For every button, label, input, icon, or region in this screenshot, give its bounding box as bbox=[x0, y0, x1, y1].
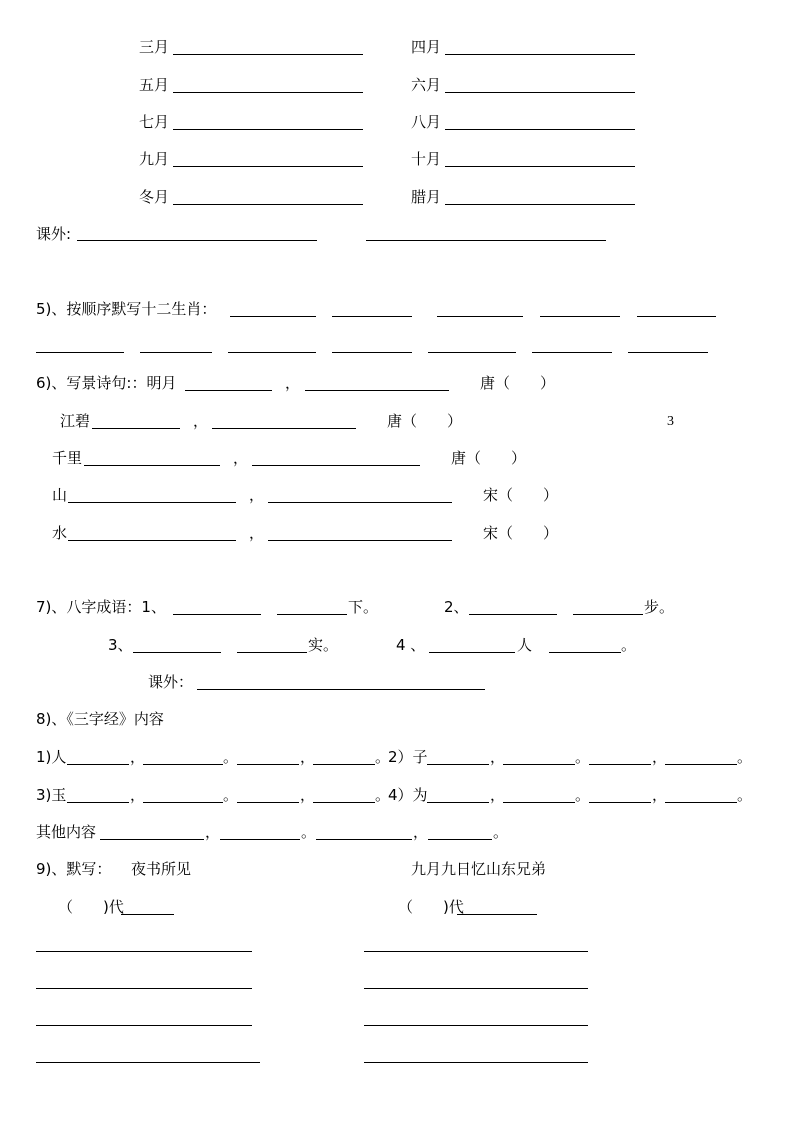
month-label-10: 十月 bbox=[411, 150, 442, 168]
answer-line[interactable] bbox=[332, 316, 412, 317]
verse-start: 3)玉 bbox=[36, 786, 67, 804]
answer-line[interactable] bbox=[143, 764, 223, 765]
answer-line[interactable] bbox=[665, 802, 737, 803]
extra-label: 课外: bbox=[36, 225, 72, 243]
answer-line[interactable] bbox=[313, 764, 375, 765]
poem-line[interactable] bbox=[364, 988, 588, 989]
answer-line[interactable] bbox=[503, 802, 575, 803]
poem-line[interactable] bbox=[364, 1025, 588, 1026]
answer-line[interactable] bbox=[428, 352, 516, 353]
answer-line[interactable] bbox=[445, 204, 635, 205]
comma: ， bbox=[193, 412, 209, 430]
dynasty-song: 宋（ ） bbox=[483, 486, 559, 504]
poem-title-1: 夜书所见 bbox=[131, 860, 192, 878]
answer-line[interactable] bbox=[277, 614, 347, 615]
other-content-label: 其他内容 bbox=[36, 823, 97, 841]
answer-line[interactable] bbox=[220, 839, 300, 840]
answer-line[interactable] bbox=[228, 352, 316, 353]
answer-line[interactable] bbox=[173, 54, 363, 55]
answer-line[interactable] bbox=[133, 652, 221, 653]
answer-line[interactable] bbox=[313, 802, 375, 803]
dynasty-label: （ )代 bbox=[398, 898, 464, 916]
poem-line-start: 山 bbox=[52, 486, 68, 504]
answer-line[interactable] bbox=[67, 802, 129, 803]
poem-line[interactable] bbox=[364, 1062, 588, 1063]
author-line[interactable] bbox=[457, 914, 537, 915]
answer-line[interactable] bbox=[140, 352, 212, 353]
poem-line[interactable] bbox=[36, 1062, 260, 1063]
poem-line-start: 水 bbox=[52, 524, 68, 542]
period: 。 bbox=[223, 786, 239, 804]
month-label-8: 八月 bbox=[411, 113, 442, 131]
idiom-number-3: 3、 bbox=[108, 636, 133, 654]
period: 。 bbox=[575, 786, 591, 804]
comma: ， bbox=[249, 486, 265, 504]
month-label-9: 九月 bbox=[139, 150, 170, 168]
comma: ， bbox=[285, 374, 301, 392]
comma: ， bbox=[300, 786, 316, 804]
answer-line[interactable] bbox=[573, 614, 643, 615]
answer-line[interactable] bbox=[67, 764, 129, 765]
period: 。 bbox=[737, 748, 753, 766]
answer-line[interactable] bbox=[503, 764, 575, 765]
dynasty-tang: 唐（ ） bbox=[480, 374, 556, 392]
verse-start: 2）子 bbox=[388, 748, 428, 766]
answer-line[interactable] bbox=[427, 764, 489, 765]
month-label-6: 六月 bbox=[411, 76, 442, 94]
comma: ， bbox=[130, 786, 146, 804]
comma: ， bbox=[490, 786, 506, 804]
answer-line[interactable] bbox=[173, 204, 363, 205]
dynasty-label: （ )代 bbox=[58, 898, 124, 916]
comma: ， bbox=[652, 786, 668, 804]
idiom-number-4: 4 、 bbox=[396, 636, 426, 654]
answer-line[interactable] bbox=[237, 802, 299, 803]
verse-start: 1)人 bbox=[36, 748, 67, 766]
month-label-12: 腊月 bbox=[411, 188, 442, 206]
comma: ， bbox=[300, 748, 316, 766]
month-label-7: 七月 bbox=[139, 113, 170, 131]
extra-label: 课外： bbox=[148, 673, 194, 691]
question-9-label: 9)、默写： bbox=[36, 860, 112, 878]
question-5-label: 5)、按顺序默写十二生肖： bbox=[36, 300, 217, 318]
poem-line[interactable] bbox=[36, 951, 252, 952]
period: 。 bbox=[301, 823, 317, 841]
answer-line[interactable] bbox=[77, 240, 317, 241]
answer-line[interactable] bbox=[589, 764, 651, 765]
dynasty-tang: 唐（ ） bbox=[451, 449, 527, 467]
answer-line[interactable] bbox=[185, 390, 272, 391]
author-line[interactable] bbox=[121, 914, 174, 915]
period: 。 bbox=[375, 786, 391, 804]
answer-line[interactable] bbox=[68, 540, 236, 541]
month-label-3: 三月 bbox=[139, 38, 170, 56]
answer-line[interactable] bbox=[197, 689, 485, 690]
dynasty-tang: 唐（ ） bbox=[387, 412, 463, 430]
idiom-end: 实。 bbox=[308, 636, 339, 654]
answer-line[interactable] bbox=[332, 352, 412, 353]
answer-line[interactable] bbox=[589, 802, 651, 803]
comma: ， bbox=[413, 823, 429, 841]
period: 。 bbox=[375, 748, 391, 766]
comma: ， bbox=[205, 823, 221, 841]
answer-line[interactable] bbox=[637, 316, 716, 317]
answer-line[interactable] bbox=[665, 764, 737, 765]
answer-line[interactable] bbox=[84, 465, 220, 466]
poem-line-start: 千里 bbox=[52, 449, 83, 467]
comma: ， bbox=[490, 748, 506, 766]
answer-line[interactable] bbox=[427, 802, 489, 803]
answer-line[interactable] bbox=[549, 652, 621, 653]
answer-line[interactable] bbox=[36, 352, 124, 353]
answer-line[interactable] bbox=[540, 316, 620, 317]
answer-line[interactable] bbox=[437, 316, 523, 317]
period: 。 bbox=[493, 823, 509, 841]
answer-line[interactable] bbox=[143, 802, 223, 803]
answer-line[interactable] bbox=[469, 614, 557, 615]
answer-line[interactable] bbox=[429, 652, 515, 653]
answer-line[interactable] bbox=[366, 240, 606, 241]
verse-start: 4）为 bbox=[388, 786, 428, 804]
answer-line[interactable] bbox=[445, 166, 635, 167]
poem-line[interactable] bbox=[36, 988, 252, 989]
answer-line[interactable] bbox=[100, 839, 204, 840]
answer-line[interactable] bbox=[305, 390, 449, 391]
answer-line[interactable] bbox=[428, 839, 492, 840]
comma: ， bbox=[652, 748, 668, 766]
poem-line-start: 江碧 bbox=[60, 412, 91, 430]
answer-line[interactable] bbox=[252, 465, 420, 466]
answer-line[interactable] bbox=[445, 129, 635, 130]
question-7-label: 7)、八字成语：1、 bbox=[36, 598, 166, 616]
answer-line[interactable] bbox=[212, 428, 356, 429]
answer-line[interactable] bbox=[230, 316, 316, 317]
period: 。 bbox=[737, 786, 753, 804]
period: 。 bbox=[223, 748, 239, 766]
period: 。 bbox=[575, 748, 591, 766]
answer-line[interactable] bbox=[628, 352, 708, 353]
answer-line[interactable] bbox=[173, 614, 261, 615]
question-8-label: 8)、《三字经》内容 bbox=[36, 710, 164, 728]
answer-line[interactable] bbox=[268, 540, 452, 541]
comma: ， bbox=[130, 748, 146, 766]
answer-line[interactable] bbox=[237, 764, 299, 765]
answer-line[interactable] bbox=[92, 428, 180, 429]
idiom-end: 。 bbox=[621, 636, 637, 654]
idiom-char: 人 bbox=[517, 636, 533, 654]
idiom-end: 下。 bbox=[348, 598, 379, 616]
answer-line[interactable] bbox=[532, 352, 612, 353]
month-label-4: 四月 bbox=[411, 38, 442, 56]
poem-line[interactable] bbox=[364, 951, 588, 952]
comma: ， bbox=[249, 524, 265, 542]
idiom-end: 步。 bbox=[644, 598, 675, 616]
poem-title-2: 九月九日忆山东兄弟 bbox=[411, 860, 547, 878]
poem-line[interactable] bbox=[36, 1025, 252, 1026]
answer-line[interactable] bbox=[173, 129, 363, 130]
answer-line[interactable] bbox=[316, 839, 412, 840]
question-6-label: 6)、写景诗句:：明月 bbox=[36, 374, 177, 392]
page-number: 3 bbox=[667, 414, 674, 429]
dynasty-song: 宋（ ） bbox=[483, 524, 559, 542]
answer-line[interactable] bbox=[268, 502, 452, 503]
comma: ， bbox=[233, 449, 249, 467]
answer-line[interactable] bbox=[445, 92, 635, 93]
month-label-5: 五月 bbox=[139, 76, 170, 94]
idiom-number-2: 2、 bbox=[444, 598, 469, 616]
answer-line[interactable] bbox=[445, 54, 635, 55]
answer-line[interactable] bbox=[237, 652, 307, 653]
month-label-11: 冬月 bbox=[139, 188, 170, 206]
answer-line[interactable] bbox=[173, 92, 363, 93]
answer-line[interactable] bbox=[173, 166, 363, 167]
answer-line[interactable] bbox=[68, 502, 236, 503]
